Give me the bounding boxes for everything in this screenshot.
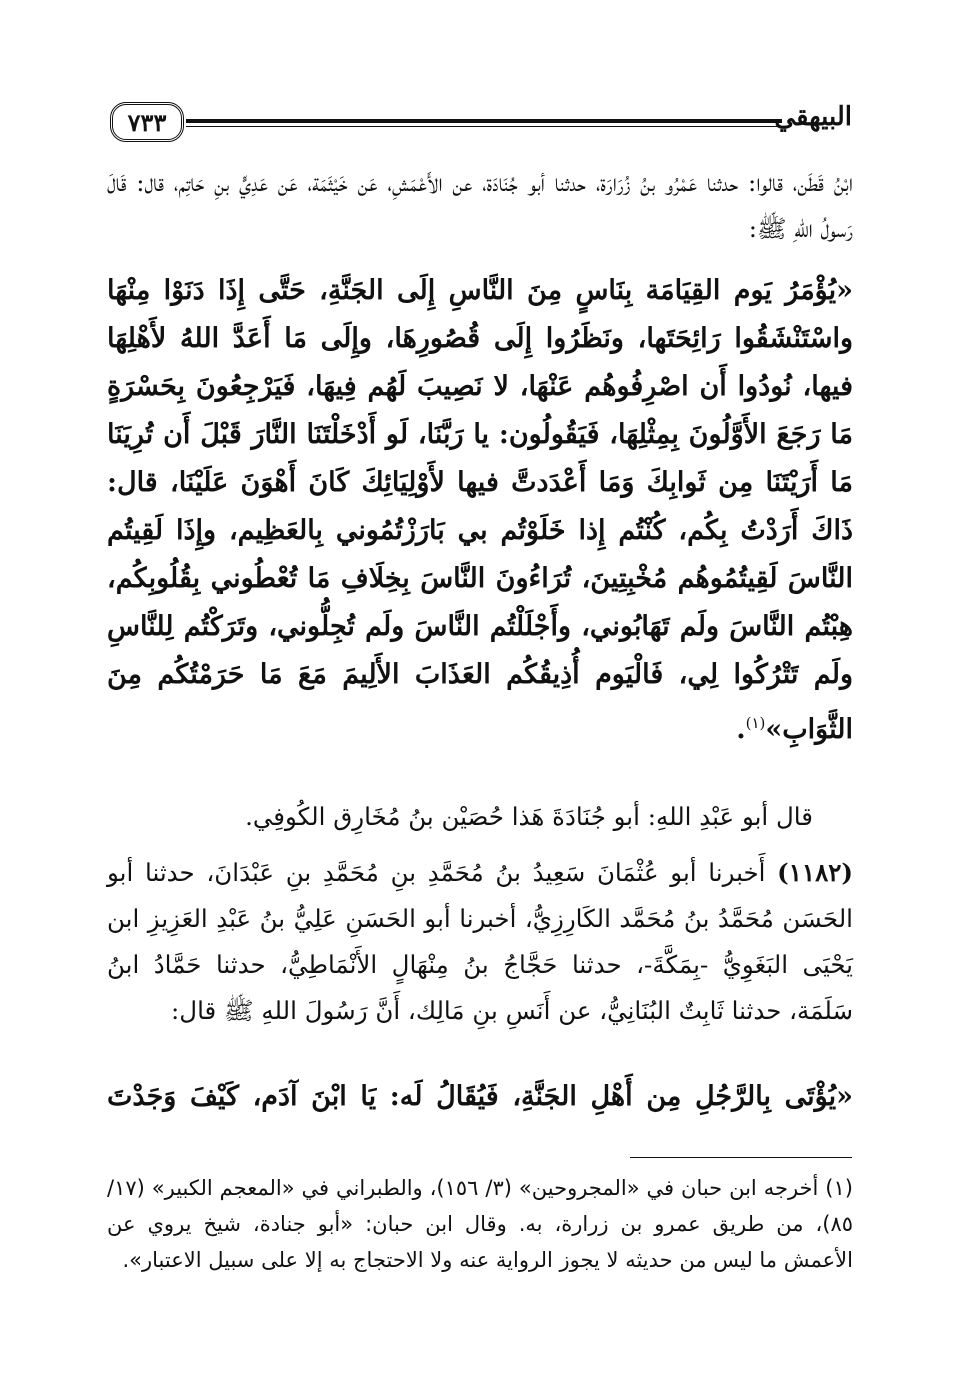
paragraph-comment — [107, 794, 853, 840]
header-rule-thin — [186, 126, 782, 127]
hadith-text-2: «يُؤْتَى بِالرَّجُلِ مِن أَهْلِ الجَنَّةِ، فَيُقَالُ لَه: يَا ابْنَ آدَم، كَيْفَ وَجَدْتَ — [107, 1081, 853, 1112]
running-title: البيهقي — [774, 102, 852, 132]
page-header — [110, 102, 852, 148]
paragraph-hadith — [107, 267, 853, 754]
hadith-body: «يُؤْمَرُ يَوم القِيَامَة بِنَاسٍ مِنَ النَّاسِ إِلَى الجَنَّةِ، حَتَّى إِذَا دَنَوْا مِنْهَا واسْتَنْشَقُوا رَائِحَتَها، ونَظَرُوا إِلَى قُصُورِهَا، وإِلَى مَا أَعَدَّ اللهُ لأَهْلِهَا فيها، نُودُوا أَن اصْرِفُوهُم عَنْهَا، لا نَصِيبَ لَهُم فِيهَا، فَيَرْجِعُونَ بِحَسْرَةٍ مَا رَجَعَ الأَوَّلُونَ بِمِثْلِهَا، فَيَقُولُون: يا رَبَّنَا، لَو أَدْخَلْتَنَا النَّارَ قَبْلَ أَن تُرِيَنَا مَا أَرَيْتَنَا مِن ثَوابِكَ وَمَا أَعْدَدتَّ فيها لأَوْلِيَائِكَ كَانَ أَهْوَنَ عَلَيْنَا، قال: ذَاكَ أَرَدْتُ بِكُم، كُنْتُم إِذا خَلَوْتُم بي بَارَزْتُمُوني بِالعَظِيم، وإِذَا لَقِيتُم النَّاسَ لَقِيتُمُوهُم مُخْبِتِينَ، تُرَاءُونَ النَّاسَ بِخِلَافِ مَا تُعْطُوني بِقُلُوبِكُم، هِبْتُم النَّاسَ ولَم تَهَابُوني، وأَجْلَلْتُم النَّاسَ ولَم تُجِلُّوني، وتَرَكْتُم لِلنَّاسِ ولَم تَتْرُكُوا لِي، فَالْيَوم أُذِيقُكُم العَذَابَ الأَلِيمَ مَعَ مَا حَرَمْتُكُم مِنَ الثَّوَابِ» — [107, 275, 853, 745]
paragraph-hadith-2 — [107, 1073, 853, 1121]
footnote-separator — [630, 1157, 852, 1158]
header-rule — [186, 119, 782, 123]
paragraph-narration — [107, 850, 853, 1034]
hadith-text — [107, 267, 853, 754]
page-number: ٧٣٣ — [110, 102, 184, 142]
footnote-ref[interactable]: (١) — [745, 714, 766, 732]
hadith-end: . — [736, 714, 746, 745]
paragraph-text: ابْنُ قَطَن، قالوا: حدثنا عَمْرُو بنُ زُرَارَة، حدثنا أبو جُنَادَة، عن الأَعْمَشِ، عَن خَيْثَمَة، عَن عَدِيٍّ بنِ حَاتِم، قال: قَالَ رَسولُ اللهِ ﷺ: — [107, 168, 853, 243]
comment-text: قال أبو عَبْدِ اللهِ: أبو جُنَادَةَ هَذا حُصَيْن بنُ مُخَارِق الكُوفِي. — [245, 802, 813, 831]
footnote: (١) أخرجه ابن حبان في «المجروحين» (٣/ ١٥٦)، والطبراني في «المعجم الكبير» (١٧/ ٨٥)، من طريق عمرو بن زرارة، به. وقال ابن حبان: «أبو جنادة، شيخ يروي عن الأعمش ما ليس من حديثه لا يجوز الرواية عنه ولا الاحتجاج به إلا على سبيل الاعتبار». — [107, 1176, 853, 1272]
narration-text — [107, 850, 853, 1034]
hadith-number: (١١٨٢) — [777, 858, 853, 887]
paragraph-isnad — [107, 160, 853, 252]
narration-body: أَخبرنا أبو عُثْمَانَ سَعِيدُ بنُ مُحَمَّدِ بنِ مُحَمَّدِ بنِ عَبْدَانَ، حدثنا أبو الحَسَن مُحَمَّدُ بنُ مُحَمَّد الكَارِزِيُّ، أخبرنا أبو الحَسَنِ عَلِيُّ بنُ عَبْدِ العَزِيزِ ابن يَحْيَى البَغَوِيُّ -بِمَكَّةَ-، حدثنا حَجَّاجُ بنُ مِنْهَالٍ الأَنْمَاطِيُّ، حدثنا حَمَّادُ ابنُ سَلَمَة، حدثنا ثَابِتٌ البُنَانِيُّ، عن أَنَسِ بنِ مَالِك، أَنَّ رَسُولَ اللهِ ﷺ قال: — [107, 858, 853, 1025]
